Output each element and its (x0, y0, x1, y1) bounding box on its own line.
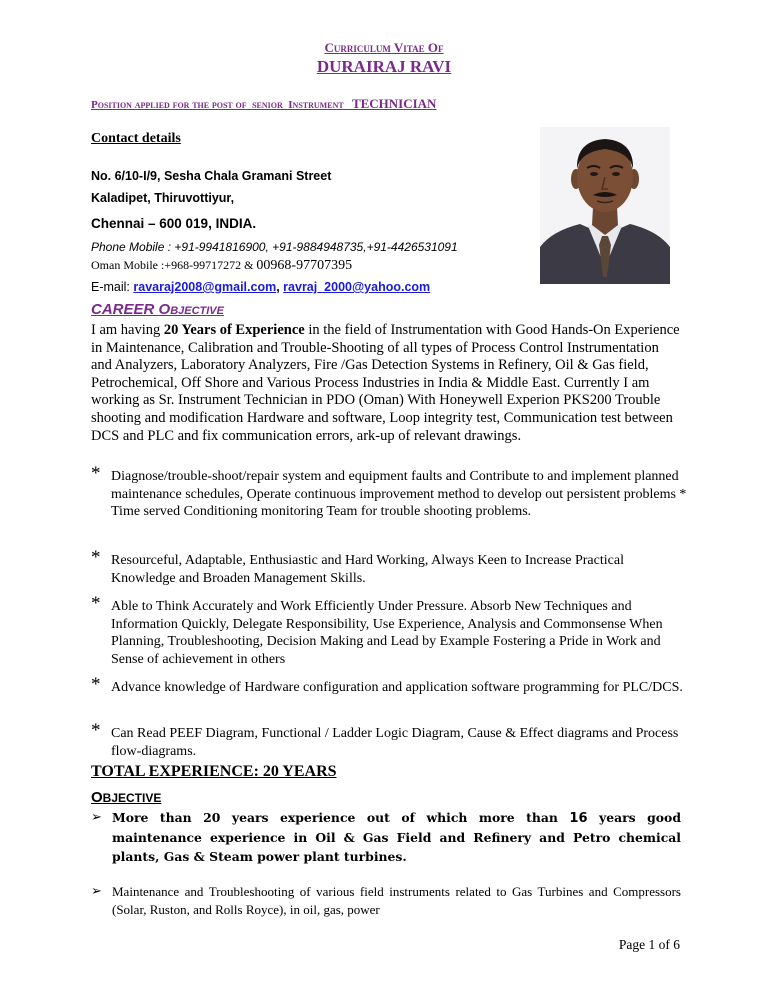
bullet-star-icon: * (91, 720, 101, 741)
objective-item-1-post: years good maintenance experience in Oil & Gas Field and Refinery and Petro chemical plants, Gas & Steam power plant turbines. (112, 810, 681, 864)
objective-item-2-text: Maintenance and Troubleshooting of various field instruments related to Gas Turbines and Compressors (Solar, Ruston, and Rolls Royce), in oil, gas, power (112, 884, 681, 917)
bullet-star-icon: * (91, 463, 101, 484)
email-link-yahoo[interactable]: ravraj_2000@yahoo.com (283, 280, 431, 294)
oman-mobile-number: 00968-97707395 (256, 258, 353, 273)
career-summary-rest: in the field of Instrumentation with Good Hands-On Experience in Maintenance, Calibration and Trouble-Shooting of all types of Process Control Instrumentation and Analyzers, Laboratory Analyzers, Fire /Gas Detection Systems in Refinery, Oil & Gas field, Petrochemical, Off Shore and Various Process Industries in India & Middle East. Currently I am working as Sr. Instrument Technician in PDO (Oman) With Honeywell Experion PKS200 Trouble shooting and modification Hardware and software, Loop integrity test, Communication test between DCS and PLC and fix communication errors, ark-up of relevant drawings. (91, 322, 680, 444)
page-number: Page 1 of 6 (618, 937, 680, 952)
objective-heading-main: O (91, 789, 103, 806)
career-years-bold: 20 Years of Experience (163, 322, 305, 338)
objective-item-1-number: 16 (569, 811, 588, 826)
arrow-bullet-icon: ➢ (91, 810, 102, 825)
career-intro: I am having (91, 322, 164, 338)
career-bullet-text: Can Read PEEF Diagram, Functional / Ladder Logic Diagram, Cause & Effect diagrams and Process flow-diagrams. (111, 726, 679, 759)
objective-item-1 (91, 808, 681, 866)
career-bullet-3 (91, 593, 691, 668)
position-label: Position applied for the post of senior Instrument (91, 99, 352, 111)
career-bullet-4 (91, 674, 691, 697)
cv-title: Curriculum Vitae Of (324, 40, 444, 55)
email-link-gmail[interactable]: ravaraj2008@gmail.com (133, 280, 277, 294)
career-objective-heading (91, 301, 224, 318)
email-separator: , (276, 280, 284, 294)
bullet-star-icon: * (91, 593, 101, 614)
career-bullet-text: Diagnose/trouble-shoot/repair system and equipment faults and Contribute to and implement planned maintenance schedules, Operate continuous improvement method to develop out persistent problems * Time served Conditioning monitoring Team for trouble shooting problems. (111, 469, 687, 520)
contact-heading: Contact details (91, 131, 181, 146)
career-bullet-text: Advance knowledge of Hardware configuration and application software programming for PLC/DCS. (111, 680, 683, 695)
career-bullet-2 (91, 547, 691, 587)
career-heading-main: CAREER O (91, 301, 171, 318)
address-line-1: No. 6/10-I/9, Sesha Chala Gramani Street (91, 169, 332, 183)
objective-heading-small: BJECTIVE (102, 791, 162, 805)
career-bullet-text: Resourceful, Adaptable, Enthusiastic and Hard Working, Always Keen to Increase Practical Knowledge and Broaden Management Skills. (111, 553, 624, 586)
position-title: TECHNICIAN (351, 96, 437, 111)
position-applied (91, 96, 436, 112)
address-line-2: Kaladipet, Thiruvottiyur, (91, 191, 235, 205)
email-line (91, 280, 430, 294)
candidate-name: DURAIRAJ RAVI (316, 57, 452, 76)
objective-item-2 (91, 883, 681, 919)
address-line-3: Chennai – 600 019, INDIA. (91, 216, 257, 231)
phone-numbers: Phone Mobile : +91-9941816900, +91-9884948735,+91-4426531091 (91, 240, 458, 254)
career-bullet-text: Able to Think Accurately and Work Efficiently Under Pressure. Absorb New Techniques and Information Quickly, Delegate Responsibility, Use Experience, Analysis and Commonsense When Planning, Troubleshooting, Decision Making and Lead by Example Fostering a Pride in Work and Sense of achievement in others (111, 599, 663, 667)
career-summary (91, 322, 681, 445)
objective-item-1-text (91, 808, 681, 866)
total-experience: TOTAL EXPERIENCE: 20 YEARS (91, 763, 337, 780)
oman-mobile-prefix: Oman Mobile :+968-99717272 & (91, 258, 257, 272)
objective-item-1-pre: More than 20 years experience out of which more than (112, 810, 570, 825)
portrait-image (540, 127, 670, 284)
objective-heading (91, 789, 161, 806)
email-label: E-mail: (91, 280, 134, 294)
profile-photo (540, 127, 670, 284)
career-bullet-1 (91, 463, 691, 521)
arrow-bullet-icon: ➢ (91, 884, 102, 899)
career-bullet-5 (91, 720, 691, 760)
bullet-star-icon: * (91, 547, 101, 568)
bullet-star-icon: * (91, 674, 101, 695)
oman-mobile (91, 258, 352, 274)
career-heading-small: BJECTIVE (170, 305, 224, 317)
